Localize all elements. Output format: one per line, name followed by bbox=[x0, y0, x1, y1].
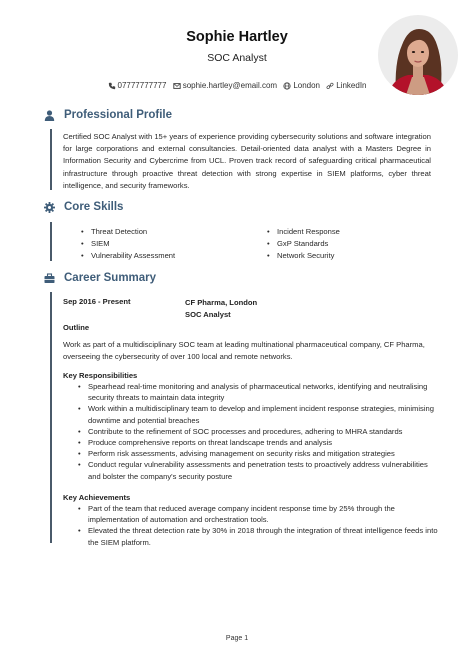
profile-section-header bbox=[44, 109, 172, 121]
achievement-item: • Elevated the threat detection rate by 30% in 2018 through the integration of threat intelligence feeds into the SIEM platform. bbox=[78, 525, 438, 547]
responsibility-item: • Produce comprehensive reports on threat landscape trends and analysis bbox=[78, 437, 438, 448]
contact-email-text: sophie.hartley@email.com bbox=[182, 81, 278, 90]
skills-section-title: Core Skills bbox=[64, 201, 124, 213]
skill-item: • Vulnerability Assessment bbox=[81, 250, 175, 262]
skills-divider bbox=[50, 222, 52, 261]
job-company: CF Pharma, London bbox=[185, 298, 258, 307]
skills-section-header bbox=[44, 201, 123, 213]
contact-email[interactable] bbox=[173, 81, 277, 90]
profile-section-title: Professional Profile bbox=[64, 109, 173, 121]
page-number: Page 1 bbox=[225, 635, 249, 642]
gear-icon bbox=[44, 202, 55, 213]
briefcase-icon bbox=[44, 273, 55, 284]
responsibility-item: • Spearhead real-time monitoring and analysis of pharmaceutical networks, identifying and neutralising security threats to maintain data integrity bbox=[78, 381, 438, 403]
person-icon bbox=[44, 110, 55, 121]
link-icon bbox=[326, 82, 334, 90]
candidate-role: SOC Analyst bbox=[207, 52, 267, 64]
responsibility-item: • Perform risk assessments, advising management on security risks and mitigation strategies bbox=[78, 448, 438, 459]
skill-item: • GxP Standards bbox=[267, 238, 340, 250]
profile-text: Certified SOC Analyst with 15+ years of experience providing cybersecurity solutions and software integration for large corporations and external consultancies. Detail-oriented data analyst with a Masters Degree in Information Security and Cybercrime from UCL. Proven track record of safeguarding critical pharmaceutical infrastructure through proactive threat detection with strong expertise in SIEM platforms, cyber threat intelligence, and security frameworks. bbox=[63, 132, 431, 190]
skill-item: • SIEM bbox=[81, 238, 175, 250]
skill-item: • Incident Response bbox=[267, 226, 340, 238]
contact-location bbox=[283, 81, 320, 90]
skills-list-right bbox=[267, 226, 340, 262]
contact-phone-text: 07777777777 bbox=[117, 81, 167, 90]
outline-heading: Outline bbox=[63, 323, 90, 332]
skill-item: • Network Security bbox=[267, 250, 340, 262]
contact-linkedin-text: LinkedIn bbox=[336, 81, 367, 90]
email-icon bbox=[173, 82, 181, 90]
responsibility-item: • Work within a multidisciplinary team to develop and implement incident response strategies, minimising downtime and potential breaches bbox=[78, 403, 438, 425]
contact-phone[interactable] bbox=[108, 81, 167, 90]
career-section-title: Career Summary bbox=[64, 272, 157, 284]
outline-text: Work as part of a multidisciplinary SOC team at leading multinational pharmaceutical company, CF Pharma, overseeing the cybersecurity of over 100 local and remote networks. bbox=[63, 340, 425, 361]
profile-photo bbox=[378, 15, 458, 95]
contact-linkedin[interactable] bbox=[326, 81, 366, 90]
responsibility-item: • Conduct regular vulnerability assessments and penetration tests to proactively address vulnerabilities and bolster the company's security posture bbox=[78, 459, 438, 481]
responsibilities-list bbox=[78, 381, 438, 482]
responsibilities-heading: Key Responsibilities bbox=[63, 371, 138, 380]
contact-location-text: London bbox=[293, 81, 321, 90]
job-date: Sep 2016 - Present bbox=[63, 297, 131, 306]
globe-icon bbox=[283, 82, 291, 90]
achievements-list bbox=[78, 503, 438, 548]
candidate-name: Sophie Hartley bbox=[186, 29, 288, 45]
career-divider bbox=[50, 292, 52, 543]
job-title: SOC Analyst bbox=[185, 310, 231, 319]
skills-list-left bbox=[81, 226, 175, 262]
achievements-heading: Key Achievements bbox=[63, 493, 131, 502]
job-employer bbox=[185, 297, 257, 321]
skill-item: • Threat Detection bbox=[81, 226, 175, 238]
career-section-header bbox=[44, 272, 156, 284]
profile-divider bbox=[50, 129, 52, 190]
achievement-item: • Part of the team that reduced average company incident response time by 25% through the implementation of automation and orchestration tools. bbox=[78, 503, 438, 525]
responsibility-item: • Contribute to the refinement of SOC processes and procedures, adhering to MHRA standards bbox=[78, 426, 438, 437]
phone-icon bbox=[108, 82, 116, 90]
